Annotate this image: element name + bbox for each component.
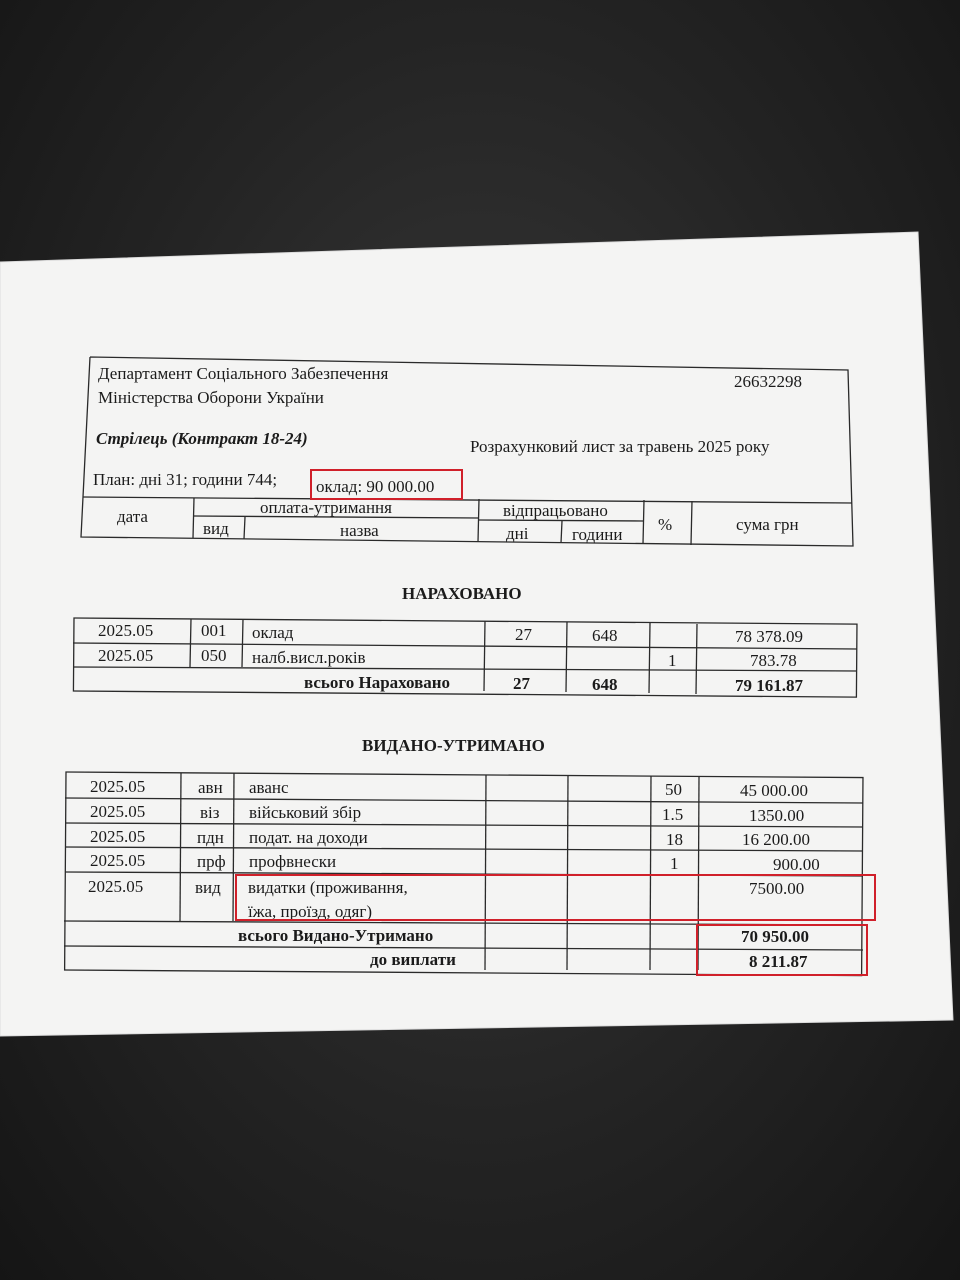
row-name: профвнески — [249, 852, 337, 871]
row-name: подат. на доходи — [249, 828, 368, 847]
row-days: 27 — [515, 625, 532, 644]
row-code: 050 — [201, 646, 227, 665]
row-percent: 50 — [665, 780, 682, 799]
col-days: дні — [506, 524, 529, 543]
total-days: 27 — [513, 674, 530, 693]
accrued-section-title: НАРАХОВАНО — [402, 584, 522, 603]
row-date: 2025.05 — [90, 827, 146, 846]
row-code: прф — [197, 852, 226, 871]
employee-position: Стрілець (Контракт 18-24) — [96, 429, 308, 448]
col-name: назва — [340, 521, 379, 540]
row-percent: 1 — [668, 651, 677, 670]
row-code: 001 — [201, 621, 227, 640]
col-hours: години — [572, 525, 623, 544]
payout-label: до виплати — [370, 950, 456, 969]
paid-section-title: ВИДАНО-УТРИМАНО — [362, 736, 545, 755]
row-sum: 900.00 — [773, 855, 820, 874]
row-sum: 45 000.00 — [740, 781, 808, 800]
row-name-line1: видатки (проживання, — [248, 878, 408, 897]
row-percent: 1.5 — [662, 805, 684, 824]
row-code: авн — [198, 778, 223, 797]
row-name: оклад — [252, 623, 294, 642]
col-pay-deduct: оплата-утримання — [260, 498, 392, 517]
total-label: всього Видано-Утримано — [238, 926, 434, 945]
col-worked: відпрацьовано — [503, 501, 608, 520]
row-sum: 7500.00 — [749, 879, 805, 898]
row-name-line2: їжа, проїзд, одяг) — [248, 902, 373, 921]
row-sum: 78 378.09 — [735, 627, 803, 646]
payout-sum: 8 211.87 — [749, 952, 808, 971]
row-date: 2025.05 — [88, 877, 144, 896]
row-date: 2025.05 — [90, 851, 146, 870]
totals-highlight-box — [696, 924, 868, 976]
row-percent: 18 — [666, 830, 683, 849]
row-name: військовий збір — [249, 803, 362, 822]
row-code: віз — [200, 803, 220, 822]
org-name-line2: Міністерства Оборони України — [98, 388, 324, 407]
row-date: 2025.05 — [98, 646, 154, 665]
org-name-line1: Департамент Соціального Забезпечення — [98, 364, 389, 383]
row-date: 2025.05 — [98, 621, 154, 640]
row-date: 2025.05 — [90, 777, 146, 796]
row-name: аванс — [249, 778, 289, 797]
row-code: вид — [195, 878, 221, 897]
total-hours: 648 — [592, 675, 618, 694]
col-kind: вид — [203, 519, 229, 538]
row-sum: 1350.00 — [749, 806, 805, 825]
plan-salary: оклад: 90 000.00 — [316, 477, 435, 496]
expense-highlight-box — [235, 874, 876, 921]
col-date: дата — [117, 507, 148, 526]
sheet-title: Розрахунковий лист за травень 2025 року — [470, 437, 770, 456]
salary-highlight-box — [310, 469, 463, 500]
col-amount: сума грн — [736, 515, 799, 534]
row-hours: 648 — [592, 626, 618, 645]
document-number: 26632298 — [734, 372, 802, 391]
row-sum: 16 200.00 — [742, 830, 810, 849]
total-label: всього Нараховано — [304, 673, 451, 692]
row-date: 2025.05 — [90, 802, 146, 821]
row-name: налб.висл.років — [252, 648, 366, 667]
row-code: пдн — [197, 828, 224, 847]
plan-summary: План: дні 31; години 744; — [93, 470, 278, 489]
col-percent: % — [658, 515, 673, 534]
total-sum: 70 950.00 — [741, 927, 809, 946]
total-sum: 79 161.87 — [735, 676, 803, 695]
row-percent: 1 — [670, 854, 679, 873]
row-sum: 783.78 — [750, 651, 797, 670]
